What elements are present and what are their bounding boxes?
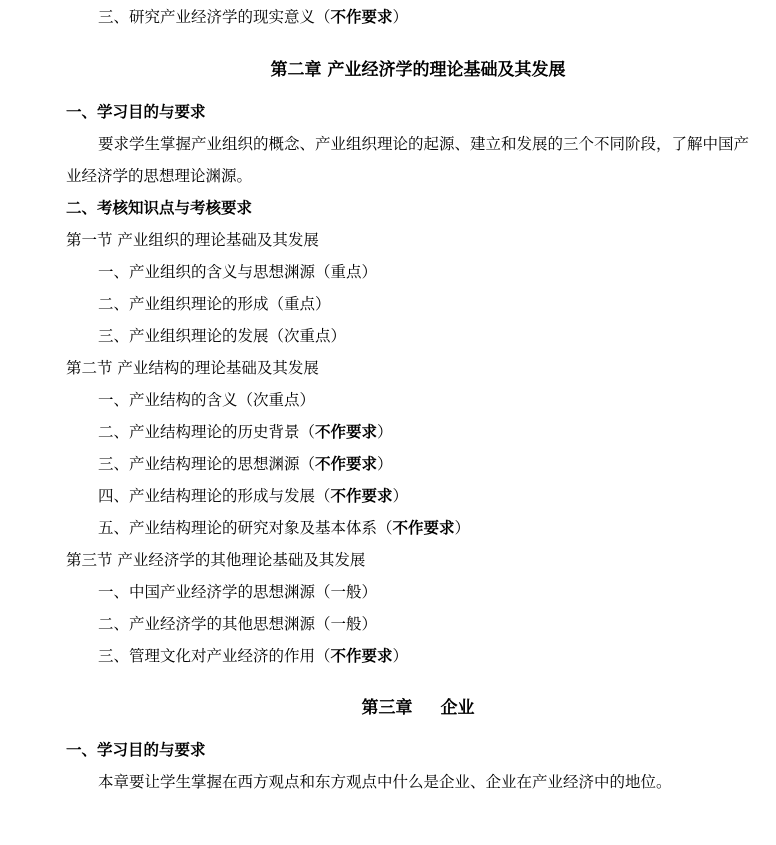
chapter-title: 第二章 产业经济学的理论基础及其发展 (270, 60, 566, 80)
outline-item: 三、产业组织理论的发展（次重点） (98, 327, 347, 345)
section-heading: 二、考核知识点与考核要求 (66, 199, 253, 217)
section-heading: 一、学习目的与要求 (66, 103, 206, 121)
subsection-title: 第一节 产业组织的理论基础及其发展 (66, 231, 319, 249)
outline-item: 四、产业结构理论的形成与发展（不作要求） (98, 487, 409, 505)
subsection-title: 第二节 产业结构的理论基础及其发展 (66, 359, 319, 377)
paragraph-line: 业经济学的思想理论渊源。 (66, 167, 253, 185)
paragraph-line: 要求学生掌握产业组织的概念、产业组织理论的起源、建立和发展的三个不同阶段，了解中国产 (98, 135, 750, 153)
subsection-title: 第三节 产业经济学的其他理论基础及其发展 (66, 551, 366, 569)
outline-item: 一、产业结构的含义（次重点） (98, 391, 316, 409)
outline-item: 一、中国产业经济学的思想渊源（一般） (98, 583, 378, 601)
outline-item: 二、产业经济学的其他思想渊源（一般） (98, 615, 378, 633)
paragraph-line: 本章要让学生掌握在西方观点和东方观点中什么是企业、企业在产业经济中的地位。 (98, 773, 672, 791)
outline-item: 一、产业组织的含义与思想渊源（重点） (98, 263, 378, 281)
outline-item: 二、产业组织理论的形成（重点） (98, 295, 331, 313)
outline-item: 五、产业结构理论的研究对象及基本体系（不作要求） (98, 519, 471, 537)
outline-item: 二、产业结构理论的历史背景（不作要求） (98, 423, 393, 441)
chapter-title: 第三章 企业 (361, 698, 475, 718)
outline-item: 三、管理文化对产业经济的作用（不作要求） (98, 647, 409, 665)
outline-item: 三、研究产业经济学的现实意义（不作要求） (98, 8, 409, 26)
outline-item: 三、产业结构理论的思想渊源（不作要求） (98, 455, 393, 473)
section-heading: 一、学习目的与要求 (66, 741, 206, 759)
